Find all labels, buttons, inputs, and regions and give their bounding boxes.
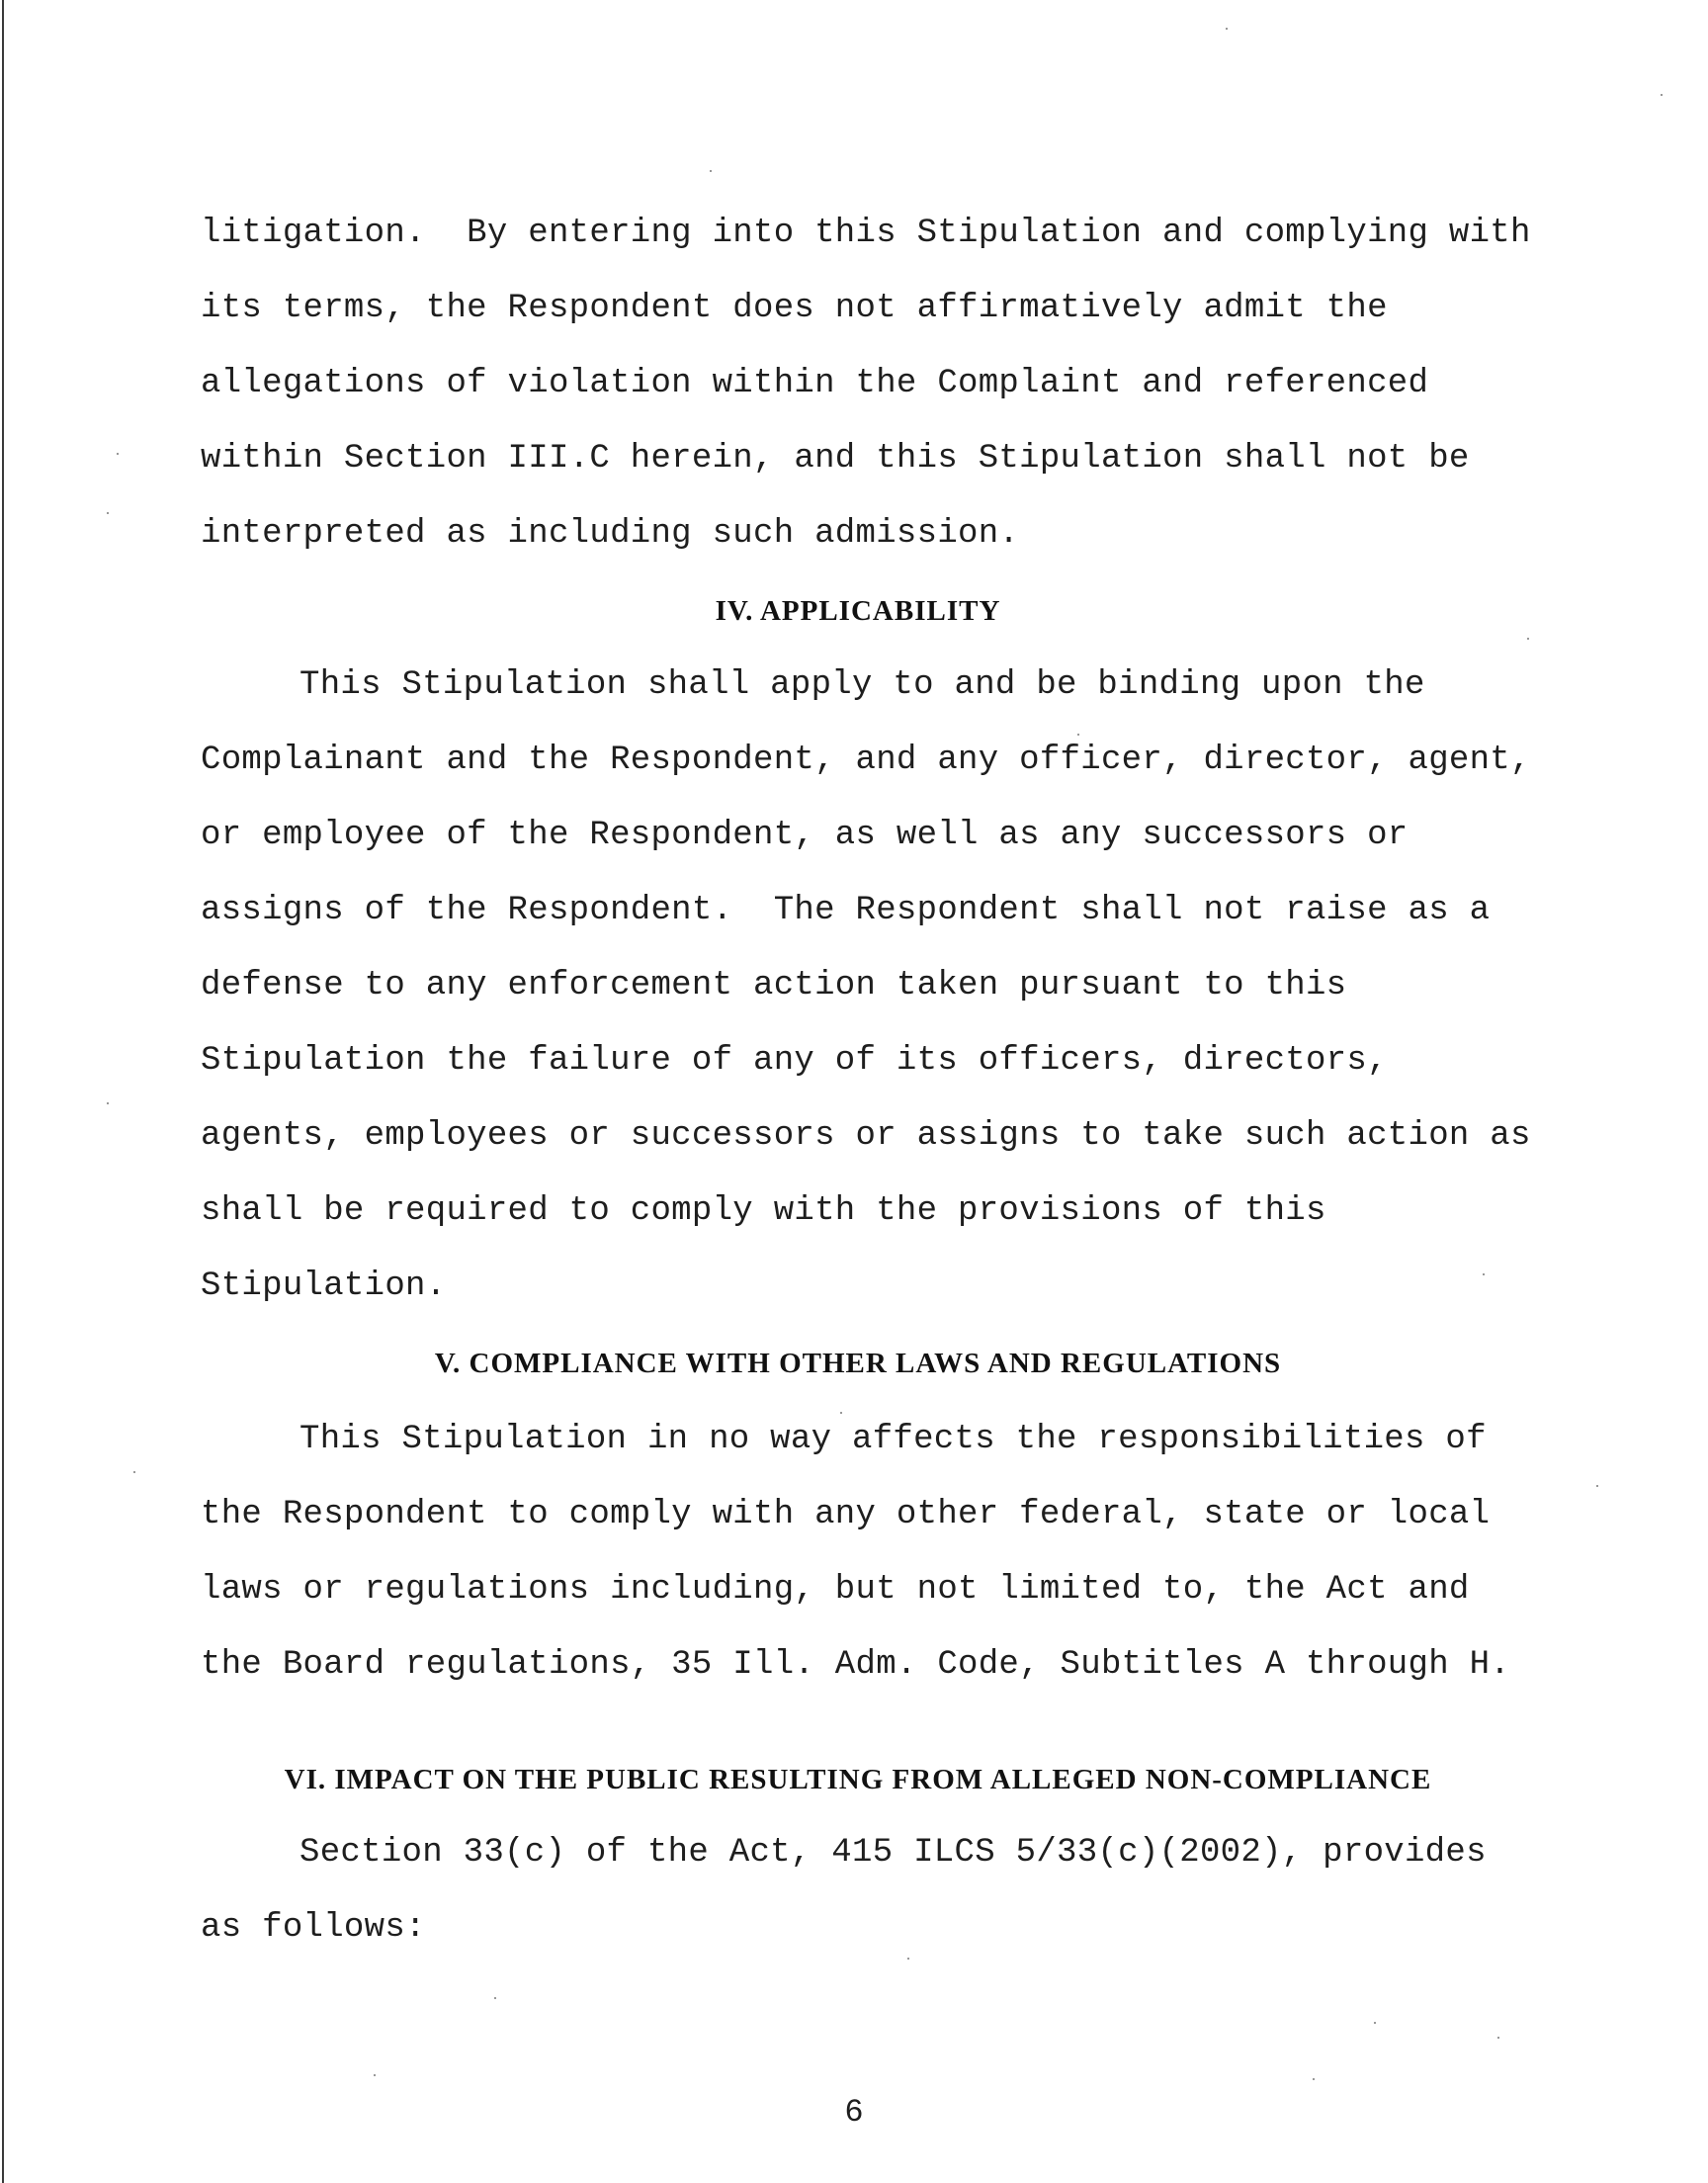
paragraph-line: allegations of violation within the Complaint and referenced <box>201 365 1429 402</box>
page-number: 6 <box>844 2094 864 2131</box>
paragraph-line: This Stipulation shall apply to and be binding upon the <box>299 666 1425 704</box>
scan-speck <box>1497 2037 1499 2039</box>
paragraph-line: Stipulation the failure of any of its officers, directors, <box>201 1042 1388 1080</box>
applicability-paragraph <box>201 648 1531 1324</box>
scan-speck <box>1313 2078 1315 2080</box>
paragraph-line: laws or regulations including, but not limited to, the Act and <box>201 1571 1470 1609</box>
paragraph-line: assigns of the Respondent. The Respondent shall not raise as a <box>201 892 1491 929</box>
scan-edge-line <box>2 0 4 2183</box>
scan-speck <box>907 1958 909 1960</box>
scan-speck <box>107 1102 109 1104</box>
paragraph-line: agents, employees or successors or assigns to take such action as <box>201 1117 1531 1155</box>
scan-speck <box>1374 2022 1376 2024</box>
section-heading-applicability: IV. APPLICABILITY <box>715 595 1001 627</box>
paragraph-line: the Board regulations, 35 Ill. Adm. Code, Subtitles A through H. <box>201 1646 1511 1684</box>
impact-paragraph <box>201 1815 1515 1965</box>
paragraph-line: This Stipulation in no way affects the responsibilities of <box>299 1421 1487 1458</box>
scan-speck <box>117 453 119 455</box>
scan-speck <box>1527 638 1529 640</box>
paragraph-line: defense to any enforcement action taken pursuant to this <box>201 967 1347 1004</box>
paragraph-line: or employee of the Respondent, as well as any successors or <box>201 817 1409 854</box>
paragraph-line: the Respondent to comply with any other federal, state or local <box>201 1496 1491 1533</box>
scan-speck <box>1661 94 1663 96</box>
paragraph-line: within Section III.C herein, and this Stipulation shall not be <box>201 440 1470 478</box>
paragraph-line: as follows: <box>201 1909 426 1947</box>
compliance-paragraph <box>201 1402 1515 1703</box>
paragraph-line: Stipulation. <box>201 1267 447 1305</box>
paragraph-line: litigation. By entering into this Stipulation and complying with <box>201 215 1531 252</box>
scan-speck <box>1596 1485 1598 1487</box>
paragraph-line: its terms, the Respondent does not affirmatively admit the <box>201 290 1388 327</box>
scan-speck <box>1077 734 1079 736</box>
scan-speck <box>374 2074 376 2076</box>
scan-speck <box>710 170 712 172</box>
scan-speck <box>840 1412 842 1414</box>
paragraph-line: Complainant and the Respondent, and any officer, director, agent, <box>201 742 1531 779</box>
scan-speck <box>1226 28 1228 30</box>
paragraph-line: Section 33(c) of the Act, 415 ILCS 5/33(c)(2002), provides <box>299 1834 1487 1872</box>
scan-speck <box>133 1471 135 1473</box>
paragraph-line: interpreted as including such admission. <box>201 515 1020 553</box>
scan-speck <box>107 512 109 514</box>
section-heading-compliance: V. COMPLIANCE WITH OTHER LAWS AND REGULATIONS <box>434 1348 1282 1379</box>
scan-speck <box>494 1997 496 1999</box>
scan-speck <box>1483 1273 1485 1275</box>
continued-paragraph <box>201 196 1531 571</box>
section-heading-impact: VI. IMPACT ON THE PUBLIC RESULTING FROM ALLEGED NON-COMPLIANCE <box>284 1764 1432 1795</box>
paragraph-line: shall be required to comply with the provisions of this <box>201 1192 1326 1230</box>
